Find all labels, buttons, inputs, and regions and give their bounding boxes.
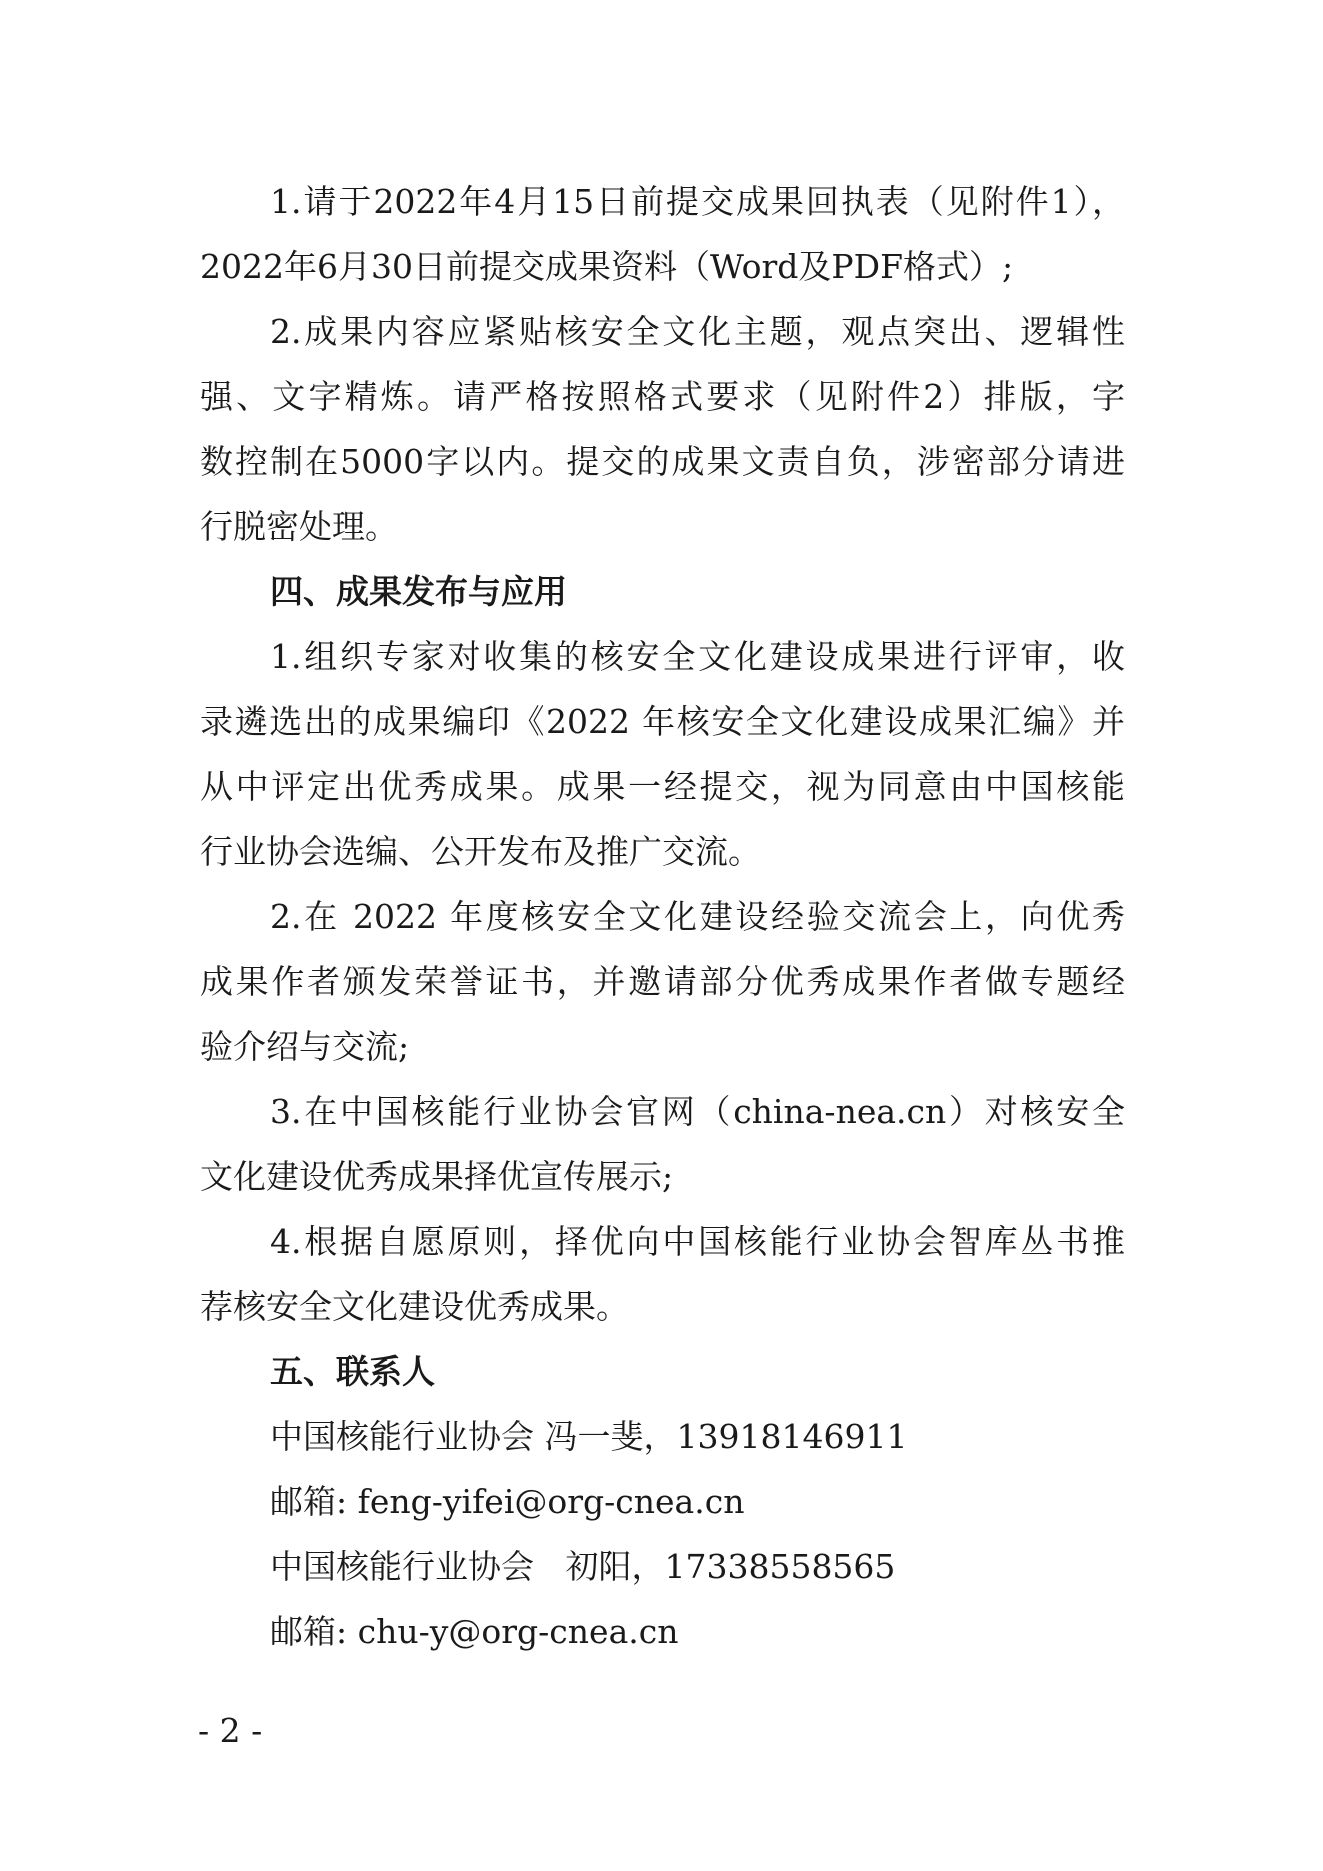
paragraph-line (0, 373, 1323, 421)
text-line: 录遴选出的成果编印《2022 年核安全文化建设成果汇编》并 (200, 702, 1125, 741)
paragraph-line (0, 828, 1323, 876)
text-line: 1.请于2022年4月15日前提交成果回执表（见附件1）， (270, 182, 1125, 221)
section-heading (0, 568, 1323, 616)
text-line: 成果作者颁发荣誉证书，并邀请部分优秀成果作者做专题经 (200, 962, 1125, 1001)
contact-email-line (0, 1478, 1323, 1526)
paragraph-line (0, 178, 1323, 226)
contact-name-phone: 中国核能行业协会 冯一斐，13918146911 (270, 1417, 908, 1456)
text-line: 强、文字精炼。请严格按照格式要求（见附件2）排版，字 (200, 377, 1125, 416)
text-line: 行业协会选编、公开发布及推广交流。 (200, 832, 761, 871)
paragraph-line (0, 1023, 1323, 1071)
heading-text: 五、联系人 (270, 1352, 435, 1391)
paragraph-line (0, 308, 1323, 356)
paragraph-line (0, 1153, 1323, 1201)
paragraph-line (0, 1088, 1323, 1136)
contact-email-line (0, 1608, 1323, 1656)
text-line: 2022年6月30日前提交成果资料（Word及PDF格式）; (200, 247, 1014, 286)
paragraph-line (0, 763, 1323, 811)
text-line: 验介绍与交流; (200, 1027, 410, 1066)
paragraph-line (0, 438, 1323, 486)
paragraph-line (0, 633, 1323, 681)
text-line: 从中评定出优秀成果。成果一经提交，视为同意由中国核能 (200, 767, 1125, 806)
text-line: 1.组织专家对收集的核安全文化建设成果进行评审，收 (270, 637, 1125, 676)
text-line: 2.在 2022 年度核安全文化建设经验交流会上，向优秀 (270, 897, 1125, 936)
section-heading (0, 1348, 1323, 1396)
paragraph-line (0, 893, 1323, 941)
contact-email: 邮箱: chu-y@org-cnea.cn (270, 1612, 679, 1651)
paragraph-line (0, 1283, 1323, 1331)
text-line: 行脱密处理。 (200, 507, 398, 546)
contact-line (0, 1413, 1323, 1461)
paragraph-line (0, 503, 1323, 551)
text-line: 4.根据自愿原则，择优向中国核能行业协会智库丛书推 (270, 1222, 1125, 1261)
contact-name-phone: 中国核能行业协会 初阳，17338558565 (270, 1547, 896, 1586)
contact-email: 邮箱: feng-yifei@org-cnea.cn (270, 1482, 745, 1521)
text-line: 数控制在5000字以内。提交的成果文责自负，涉密部分请进 (200, 442, 1125, 481)
text-line: 文化建设优秀成果择优宣传展示; (200, 1157, 674, 1196)
paragraph-line (0, 698, 1323, 746)
contact-line (0, 1543, 1323, 1591)
text-line: 3.在中国核能行业协会官网（china-nea.cn）对核安全 (270, 1092, 1125, 1131)
heading-text: 四、成果发布与应用 (270, 572, 567, 611)
text-line: 荐核安全文化建设优秀成果。 (200, 1287, 629, 1326)
paragraph-line (0, 243, 1323, 291)
paragraph-line (0, 958, 1323, 1006)
paragraph-line (0, 1218, 1323, 1266)
text-line: 2.成果内容应紧贴核安全文化主题，观点突出、逻辑性 (270, 312, 1125, 351)
page-number: - 2 - (198, 1711, 263, 1750)
